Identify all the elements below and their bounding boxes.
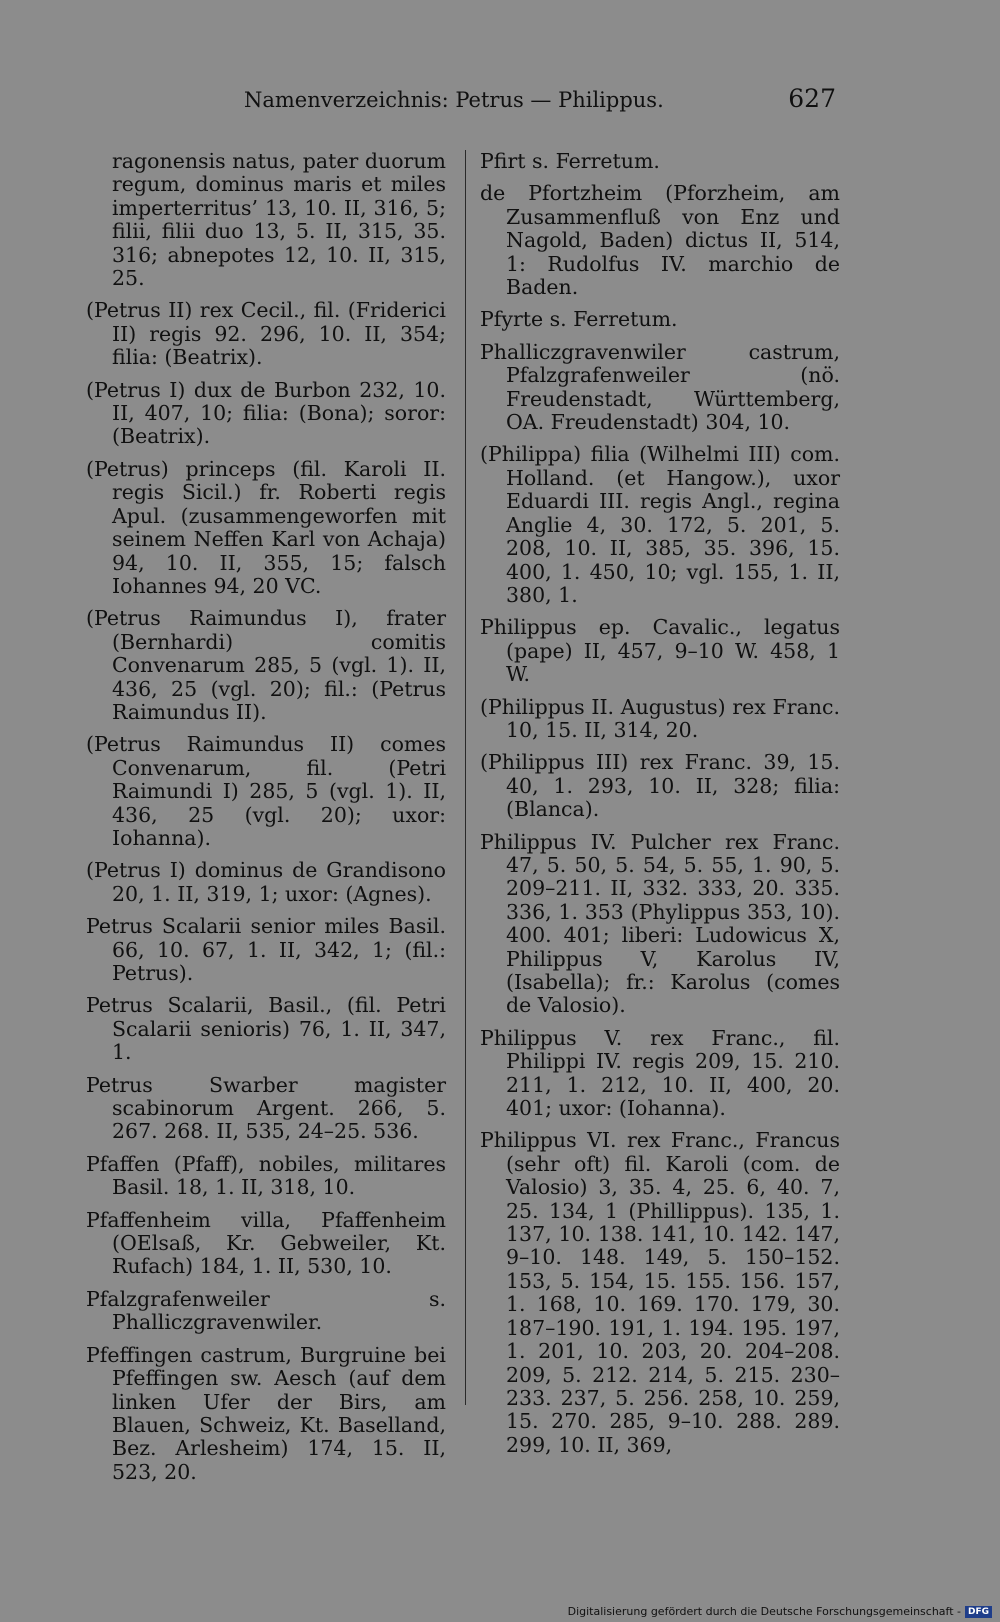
running-title: Namenverzeichnis: Petrus — Philippus. (244, 88, 664, 112)
page-number: 627 (788, 84, 836, 113)
index-entry: (Petrus Raimundus I), frater (Bernhardi) comitis Convenarum 285, 5 (vgl. 1). II, 436, 25 (vgl. 20); fil.: (Petrus Raimundus II). (86, 606, 446, 724)
index-entry: Pfyrte s. Ferretum. (480, 307, 678, 332)
index-entry: Pfalzgrafenweiler s. Phalliczgravenwiler. (86, 1286, 446, 1335)
column-divider (465, 150, 466, 1405)
page-header (0, 84, 1000, 122)
index-entry: Pfaffen (Pfaff), nobiles, militares Basil. 18, 1. II, 318, 10. (86, 1151, 446, 1200)
index-entry: Petrus Scalarii senior miles Basil. 66, 10. 67, 1. II, 342, 1; (fil.: Petrus). (86, 914, 446, 985)
index-entry: (Petrus I) dominus de Grandisono 20, 1. II, 319, 1; uxor: (Agnes). (86, 858, 446, 906)
index-entry: Philippus V. rex Franc., fil. Philippi IV. regis 209, 15. 210. 211, 1. 212, 10. II, 400, 20. 401; uxor: (Iohanna). (480, 1025, 840, 1121)
index-entry: (Petrus II) rex Cecil., fil. (Friderici II) regis 92. 296, 10. II, 354; filia: (Beatrix). (86, 298, 446, 370)
index-entry: ragonensis natus, pater duorum regum, dominus maris et miles imperterritus’ 13, 10. II, 316, 5; filii, filii duo 13, 5. II, 315, 35. 316; abnepotes 12, 10. II, 315, 25. (112, 149, 446, 291)
index-entry: (Philippa) filia (Wilhelmi III) com. Holland. (et Hangow.), uxor Eduardi III. regis Angl., regina Anglie 4, 30. 172, 5. 201, 5. 208, 10. II, 385, 35. 396, 15. 400, 1. 450, 10; vgl. 155, 1. II, 380, 1. (480, 442, 840, 607)
right-column (480, 150, 840, 1466)
index-entry: (Philippus III) rex Franc. 39, 15. 40, 1. 293, 10. II, 328; filia: (Blanca). (480, 750, 840, 822)
index-entry: Petrus Swarber magister scabinorum Argent. 266, 5. 267. 268. II, 535, 24–25. 536. (86, 1072, 446, 1144)
index-entry: (Petrus I) dux de Burbon 232, 10. II, 407, 10; filia: (Bona); soror: (Beatrix). (86, 377, 446, 449)
index-entry: Pfeffingen castrum, Burgruine bei Pfeffingen sw. Aesch (auf dem linken Ufer der Birs, am Blauen, Schweiz, Kt. Baselland, Bez. Arlesheim) 174, 15. II, 523, 20. (86, 1342, 446, 1484)
index-entry: (Petrus Raimundus II) comes Convenarum, fil. (Petri Raimundi I) 285, 5 (vgl. 1). II, 436, 25 (vgl. 20); uxor: Iohanna). (86, 732, 446, 850)
index-entry: Pfaffenheim villa, Pfaffenheim (OElsaß, Kr. Gebweiler, Kt. Rufach) 184, 1. II, 530, 10. (86, 1207, 446, 1279)
footer-credit: Digitalisierung gefördert durch die Deutsche Forschungsgemeinschaft - (567, 1605, 961, 1618)
index-entry: Philippus VI. rex Franc., Francus (sehr oft) fil. Karoli (com. de Valosio) 3, 35. 4, 25. 6, 40. 7, 25. 134, 1 (Phillippus). 135, 1. 137, 10. 138. 141, 10. 142. 147, 9–10. 148. 149, 5. 150–152. 153, 5. 154, 15. 155. 156. 157, 1. 168, 10. 169. 170. 179, 30. 187–190. 191, 1. 194. 195. 197, 1. 201, 10. 203, 20. 204–208. 209, 5. 212. 214, 5. 215. 230–233. 237, 5. 256. 258, 10. 259, 15. 270. 285, 9–10. 288. 289. 299, 10. II, 369, (480, 1128, 840, 1457)
index-entry: (Philippus II. Augustus) rex Franc. 10, 15. II, 314, 20. (480, 694, 840, 742)
index-entry: Phalliczgravenwiler castrum, Pfalzgrafenweiler (nö. Freudenstadt, Württemberg, OA. Freudenstadt) 304, 10. (480, 339, 840, 435)
index-entry: Philippus ep. Cavalic., legatus (pape) II, 457, 9–10 W. 458, 1 W. (480, 615, 840, 687)
index-entry: Pfirt s. Ferretum. (480, 149, 660, 173)
index-entry: de Pfortzheim (Pforzheim, am Zusammenfluß von Enz und Nagold, Baden) dictus II, 514, 1: Rudolfus IV. marchio de Baden. (480, 181, 840, 300)
index-entry: Petrus Scalarii, Basil., (fil. Petri Scalarii senioris) 76, 1. II, 347, 1. (86, 993, 446, 1065)
digitization-footer (568, 1605, 992, 1618)
left-column (86, 150, 446, 1493)
index-entry: (Petrus) princeps (fil. Karoli II. regis Sicil.) fr. Roberti regis Apul. (zusammengeworfen mit seinem Neffen Karl von Achaja) 94, 10. II, 355, 15; falsch Iohannes 94, 20 VC. (86, 456, 446, 598)
index-entry: Philippus IV. Pulcher rex Franc. 47, 5. 50, 5. 54, 5. 55, 1. 90, 5. 209–211. II, 332. 333, 20. 335. 336, 1. 353 (Phylippus 353, 10). 400. 401; liberi: Ludowicus X, Philippus V, Karolus IV, (Isabella); fr.: Karolus (comes de Valosio). (480, 829, 840, 1018)
dfg-logo: DFG (965, 1606, 992, 1618)
